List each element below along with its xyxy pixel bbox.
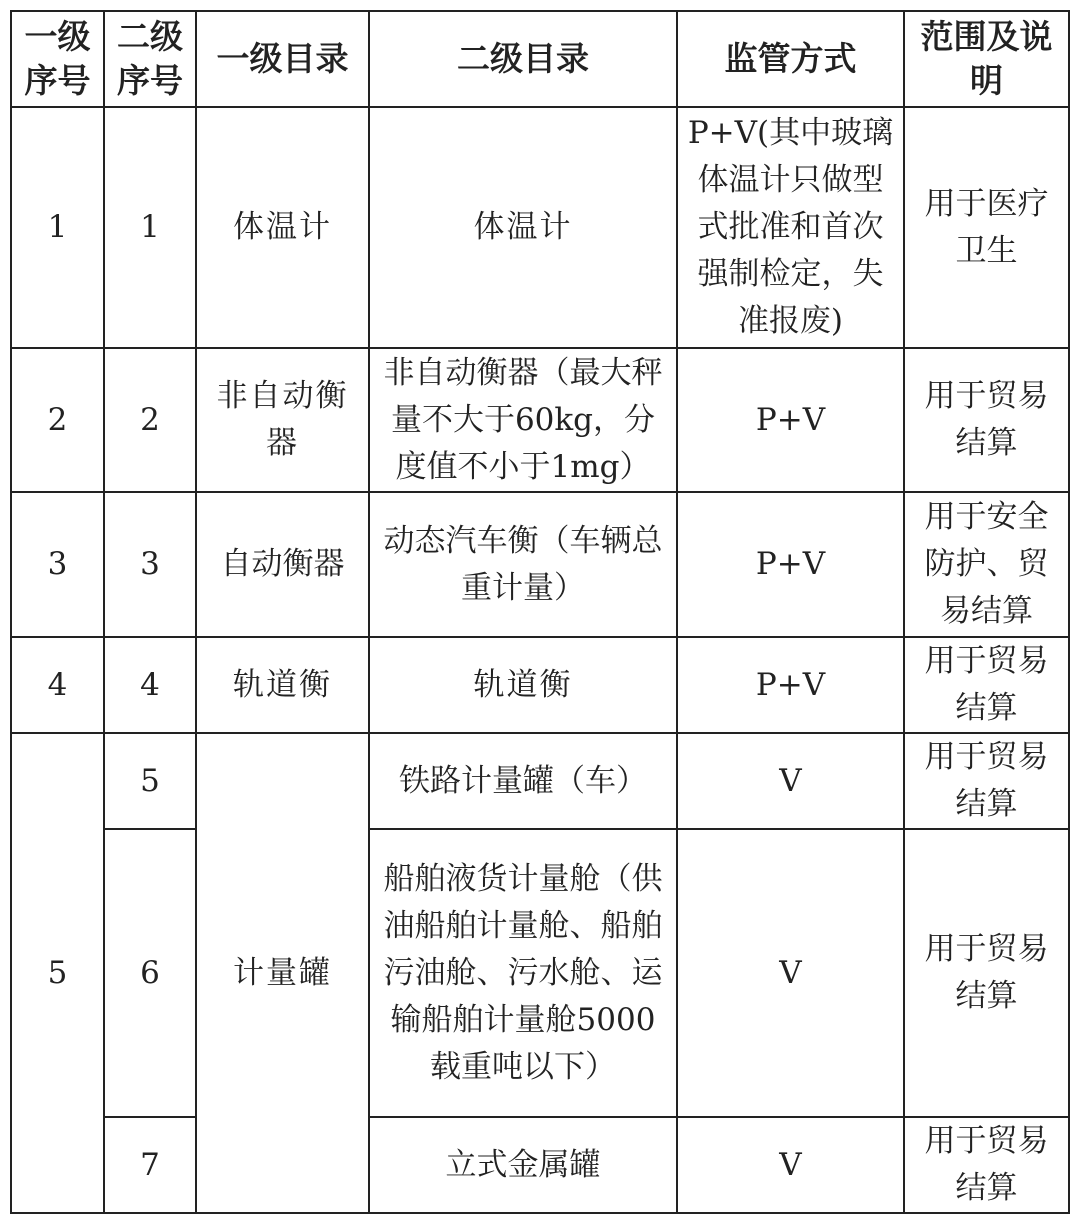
cell-level2-catalog: 立式金属罐 bbox=[369, 1117, 677, 1213]
cell-supervision: P+V(其中玻璃体温计只做型式批准和首次强制检定，失准报废) bbox=[677, 107, 904, 348]
cell-level2-no: 4 bbox=[104, 637, 196, 733]
cell-scope: 用于贸易结算 bbox=[904, 637, 1069, 733]
cell-level2-no: 1 bbox=[104, 107, 196, 348]
table-header-row bbox=[11, 11, 1069, 107]
header-level1-catalog: 一级目录 bbox=[196, 11, 369, 107]
cell-level1-catalog: 自动衡器 bbox=[196, 492, 369, 637]
cell-level2-no: 2 bbox=[104, 348, 196, 492]
cell-supervision: P+V bbox=[677, 348, 904, 492]
cell-scope: 用于贸易结算 bbox=[904, 1117, 1069, 1213]
table-row-highlight bbox=[11, 1117, 1069, 1213]
cell-supervision: P+V bbox=[677, 492, 904, 637]
cell-level2-catalog: 非自动衡器（最大秤量不大于60kg，分度值不小于1mg） bbox=[369, 348, 677, 492]
cell-level1-catalog: 非自动衡器 bbox=[196, 348, 369, 492]
cell-level2-no: 7 bbox=[104, 1117, 196, 1213]
header-level1-no: 一级序号 bbox=[11, 11, 104, 107]
cell-level2-no: 3 bbox=[104, 492, 196, 637]
cell-level2-no: 5 bbox=[104, 733, 196, 829]
cell-supervision: V bbox=[677, 829, 904, 1117]
cell-level2-catalog: 体温计 bbox=[369, 107, 677, 348]
cell-scope: 用于安全防护、贸易结算 bbox=[904, 492, 1069, 637]
cell-supervision: V bbox=[677, 733, 904, 829]
cell-level1-no: 1 bbox=[11, 107, 104, 348]
cell-level1-catalog: 轨道衡 bbox=[196, 637, 369, 733]
cell-level1-catalog: 体温计 bbox=[196, 107, 369, 348]
header-supervision: 监管方式 bbox=[677, 11, 904, 107]
cell-scope: 用于贸易结算 bbox=[904, 829, 1069, 1117]
cell-supervision: V bbox=[677, 1117, 904, 1213]
cell-level1-no: 4 bbox=[11, 637, 104, 733]
cell-supervision: P+V bbox=[677, 637, 904, 733]
header-level2-no: 二级序号 bbox=[104, 11, 196, 107]
cell-scope: 用于医疗卫生 bbox=[904, 107, 1069, 348]
cell-scope: 用于贸易结算 bbox=[904, 733, 1069, 829]
table-row bbox=[11, 492, 1069, 637]
header-level2-catalog: 二级目录 bbox=[369, 11, 677, 107]
cell-scope: 用于贸易结算 bbox=[904, 348, 1069, 492]
cell-level2-catalog: 动态汽车衡（车辆总重计量） bbox=[369, 492, 677, 637]
table-row bbox=[11, 637, 1069, 733]
cell-level2-no: 6 bbox=[104, 829, 196, 1117]
table-row bbox=[11, 348, 1069, 492]
cell-level2-catalog: 轨道衡 bbox=[369, 637, 677, 733]
cell-level2-catalog: 船舶液货计量舱（供油船舶计量舱、船舶污油舱、污水舱、运输船舶计量舱5000载重吨以下） bbox=[369, 829, 677, 1117]
cell-level1-no: 2 bbox=[11, 348, 104, 492]
table-row-highlight bbox=[11, 829, 1069, 1117]
cell-level2-catalog: 铁路计量罐（车） bbox=[369, 733, 677, 829]
table-row-highlight bbox=[11, 733, 1069, 829]
cell-level1-catalog: 计量罐 bbox=[196, 733, 369, 1213]
cell-level1-no: 5 bbox=[11, 733, 104, 1213]
catalog-table-wrapper bbox=[10, 10, 1070, 1214]
header-scope: 范围及说明 bbox=[904, 11, 1069, 107]
catalog-table bbox=[10, 10, 1070, 1214]
table-row bbox=[11, 107, 1069, 348]
cell-level1-no: 3 bbox=[11, 492, 104, 637]
